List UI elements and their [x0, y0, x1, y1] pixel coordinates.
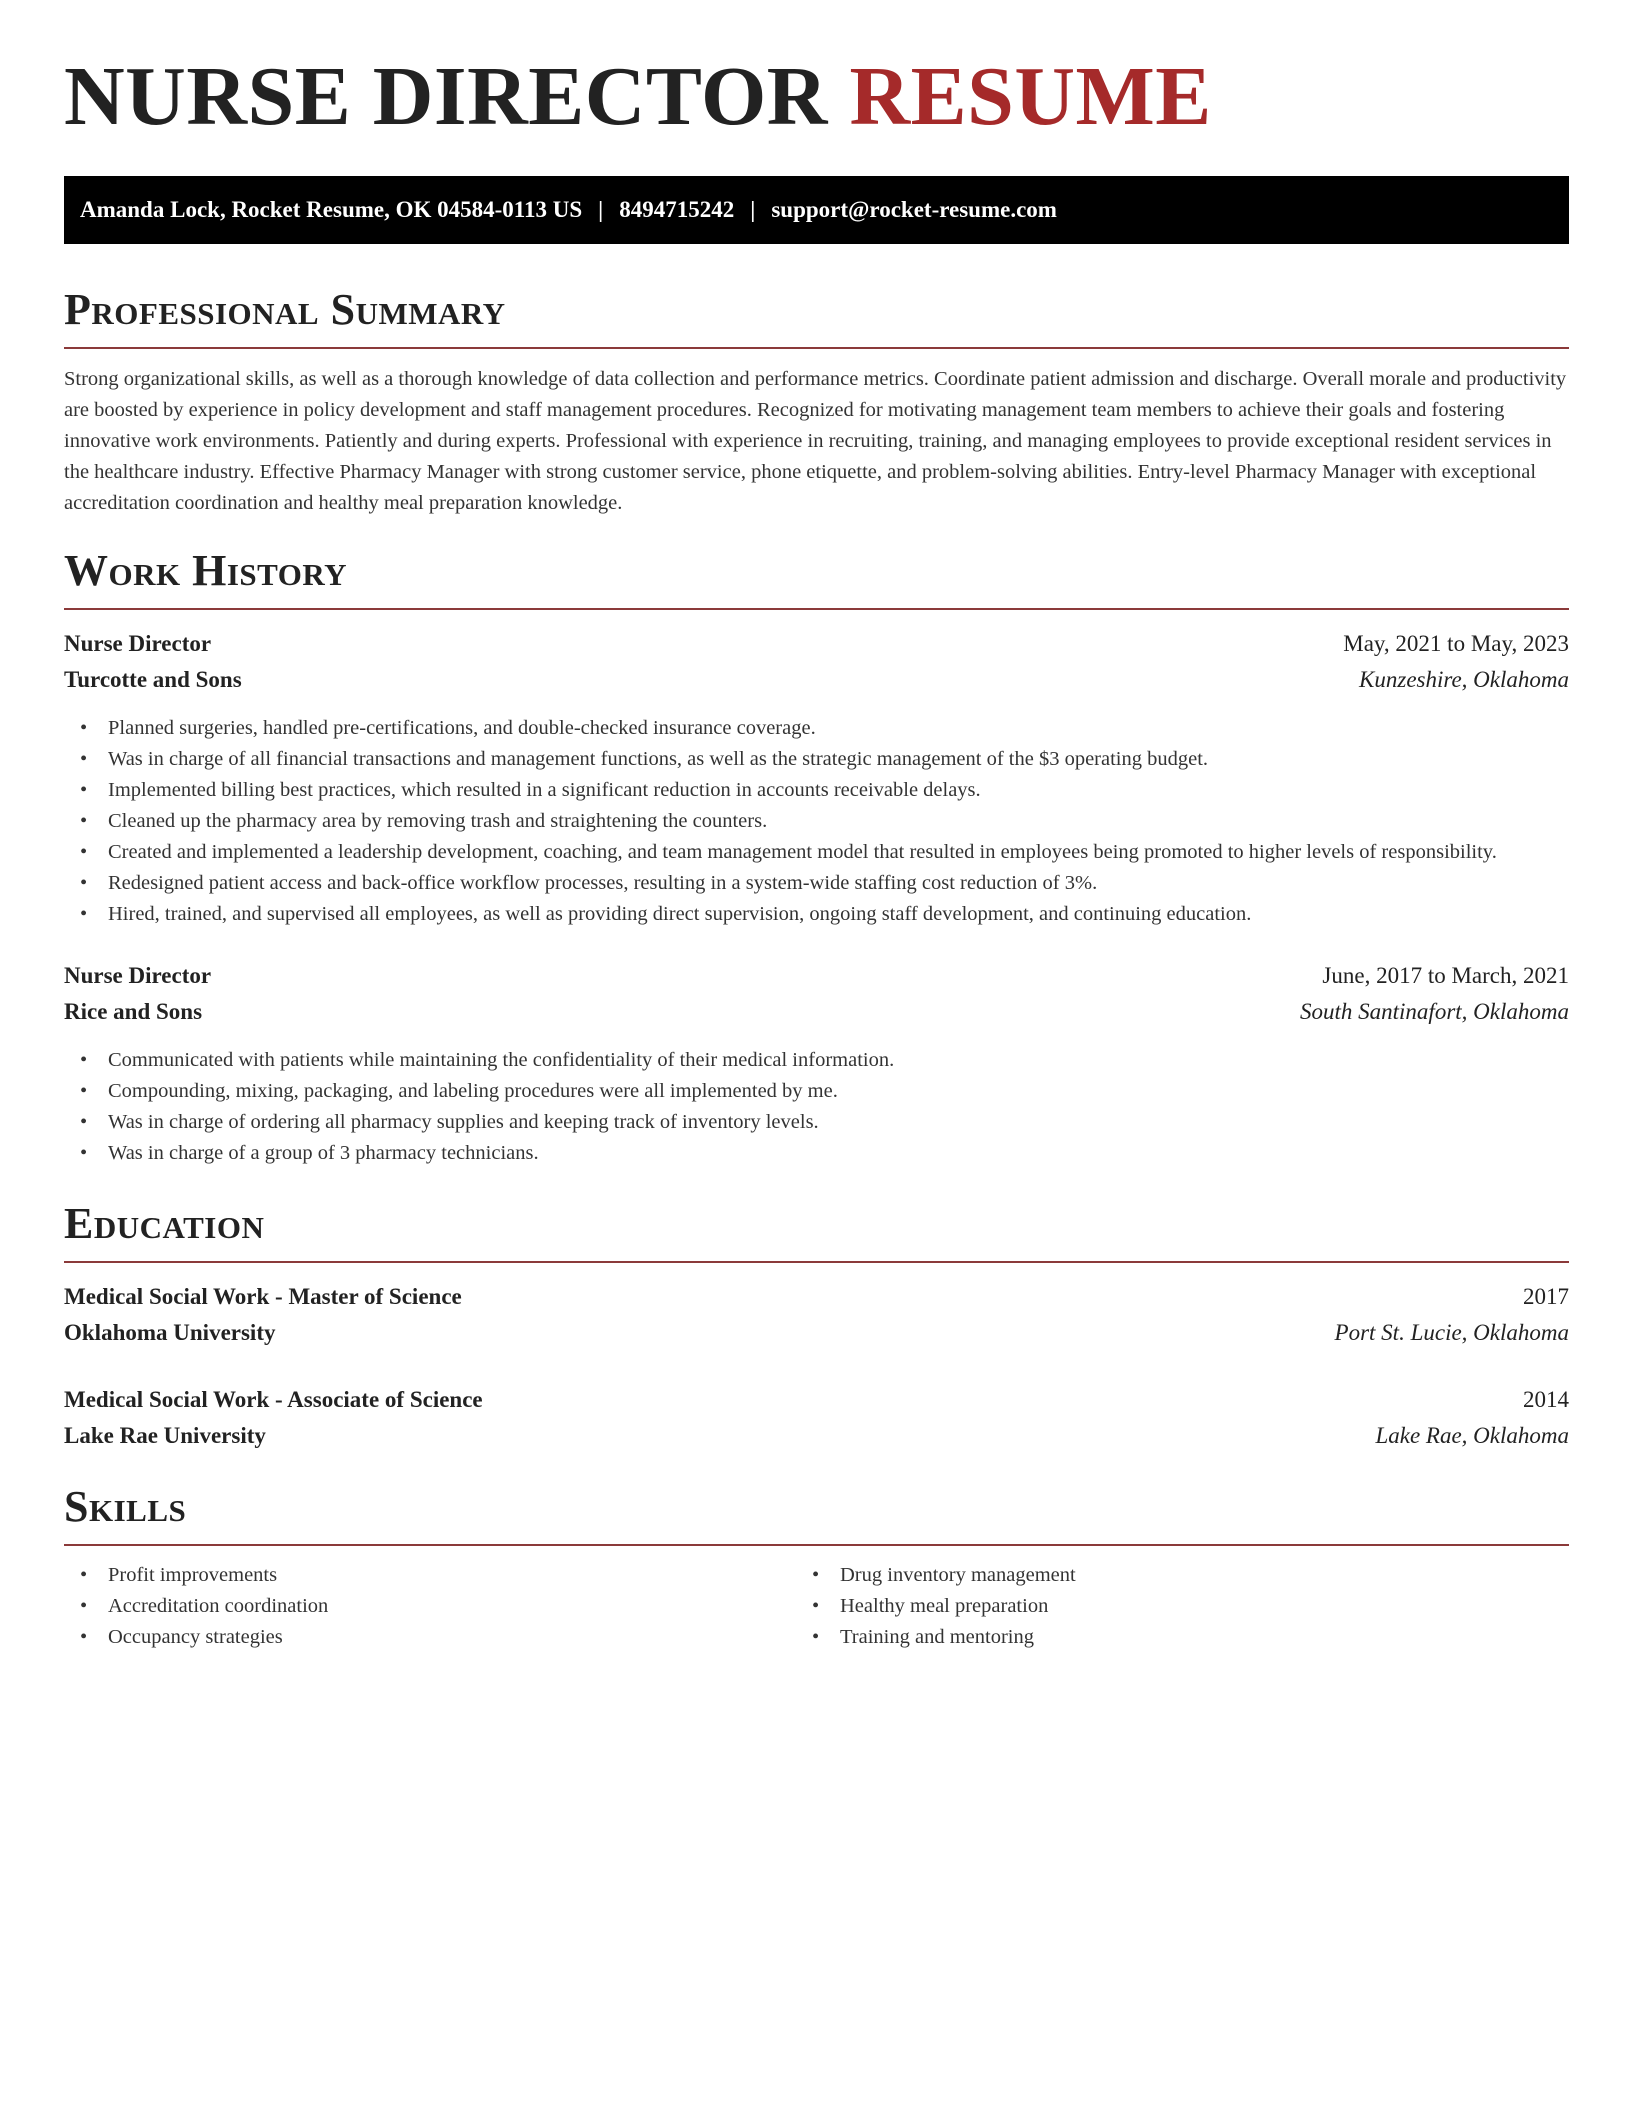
job-location: South Santinafort, Oklahoma: [1300, 999, 1569, 1024]
job-dates: June, 2017 to March, 2021: [1322, 963, 1569, 988]
skill-item: • Healthy meal preparation: [796, 1591, 1632, 1622]
contact-email: support@rocket-resume.com: [771, 197, 1057, 222]
job-bullet-list: [64, 713, 1569, 930]
job-title: Nurse Director: [64, 631, 212, 656]
section-divider: [64, 347, 1569, 349]
job-entry: [64, 958, 1569, 1030]
contact-phone: 8494715242: [619, 197, 735, 222]
list-item: • Implemented billing best practices, which resulted in a significant reduction in accounts receivable delays.: [64, 775, 1569, 806]
skill-item: • Drug inventory management: [796, 1560, 1632, 1591]
contact-separator: |: [750, 197, 756, 222]
contact-address: Amanda Lock, Rocket Resume, OK 04584-0113 US: [80, 197, 583, 222]
contact-separator: |: [598, 197, 604, 222]
job-company-row: [64, 994, 1569, 1030]
section-heading-work-history: Work History: [64, 546, 348, 595]
education-school: Lake Rae University: [64, 1423, 266, 1448]
list-item: • Was in charge of a group of 3 pharmacy technicians.: [64, 1138, 1569, 1169]
list-item: • Planned surgeries, handled pre-certifications, and double-checked insurance coverage.: [64, 713, 1569, 744]
resume-title: [64, 50, 1212, 143]
job-title: Nurse Director: [64, 963, 212, 988]
job-header-row: [64, 626, 1569, 662]
list-item: • Was in charge of ordering all pharmacy supplies and keeping track of inventory levels.: [64, 1107, 1569, 1138]
education-degree: Medical Social Work - Associate of Science: [64, 1387, 483, 1412]
list-item: • Created and implemented a leadership development, coaching, and team management model that resulted in employees being promoted to higher levels of responsibility.: [64, 837, 1569, 868]
job-bullet-list: [64, 1045, 1569, 1169]
education-entry: [64, 1279, 1569, 1351]
list-item: • Was in charge of all financial transactions and management functions, as well as the strategic management of the $3 operating budget.: [64, 744, 1569, 775]
education-location: Port St. Lucie, Oklahoma: [1334, 1320, 1569, 1345]
title-accent: RESUME: [849, 50, 1212, 143]
skill-item: • Profit improvements: [64, 1560, 1569, 1591]
education-section: [64, 1199, 1569, 1248]
skill-item: • Occupancy strategies: [64, 1622, 1569, 1653]
summary-section: [64, 285, 1569, 334]
job-dates: May, 2021 to May, 2023: [1343, 631, 1569, 656]
job-header-row: [64, 958, 1569, 994]
list-item: • Redesigned patient access and back-office workflow processes, resulting in a system-wide staffing cost reduction of 3%.: [64, 868, 1569, 899]
list-item: • Cleaned up the pharmacy area by removing trash and straightening the counters.: [64, 806, 1569, 837]
list-item: • Communicated with patients while maintaining the confidentiality of their medical information.: [64, 1045, 1569, 1076]
contact-bar: [64, 176, 1569, 244]
education-school-row: [64, 1315, 1569, 1351]
education-year: 2017: [1523, 1284, 1569, 1309]
list-item: • Hired, trained, and supervised all employees, as well as providing direct supervision, ongoing staff development, and continuing education.: [64, 899, 1569, 930]
section-divider: [64, 1261, 1569, 1263]
education-school-row: [64, 1418, 1569, 1454]
list-item: • Compounding, mixing, packaging, and labeling procedures were all implemented by me.: [64, 1076, 1569, 1107]
job-entry: [64, 626, 1569, 698]
education-location: Lake Rae, Oklahoma: [1375, 1423, 1569, 1448]
job-company-row: [64, 662, 1569, 698]
section-divider: [64, 1544, 1569, 1546]
section-heading-summary: Professional Summary: [64, 285, 506, 334]
skills-list-right: [796, 1560, 1632, 1653]
title-main: NURSE DIRECTOR: [64, 50, 828, 143]
section-divider: [64, 608, 1569, 610]
education-header-row: [64, 1279, 1569, 1315]
job-company: Turcotte and Sons: [64, 667, 242, 692]
section-heading-education: Education: [64, 1199, 265, 1248]
job-company: Rice and Sons: [64, 999, 203, 1024]
education-header-row: [64, 1382, 1569, 1418]
skill-item: • Training and mentoring: [796, 1622, 1632, 1653]
education-entry: [64, 1382, 1569, 1454]
skill-item: • Accreditation coordination: [64, 1591, 1569, 1622]
education-school: Oklahoma University: [64, 1320, 276, 1345]
job-location: Kunzeshire, Oklahoma: [1359, 667, 1569, 692]
skills-section: [64, 1482, 1569, 1531]
education-degree: Medical Social Work - Master of Science: [64, 1284, 462, 1309]
education-year: 2014: [1523, 1387, 1569, 1412]
section-heading-skills: Skills: [64, 1482, 187, 1531]
work-history-section: [64, 546, 1569, 595]
summary-text: Strong organizational skills, as well as a thorough knowledge of data collection and performance metrics. Coordinate patient admission and discharge. Overall morale and productivity are boosted by experience in policy development and staff management procedures. Recognized for motivating management team members to achieve their goals and fostering innovative work environments. Patiently and during experts. Professional with experience in recruiting, training, and managing employees to provide exceptional resident services in the healthcare industry. Effective Pharmacy Manager with strong customer service, phone etiquette, and problem-solving abilities. Entry-level Pharmacy Manager with exceptional accreditation coordination and healthy meal preparation knowledge.: [64, 368, 1567, 514]
